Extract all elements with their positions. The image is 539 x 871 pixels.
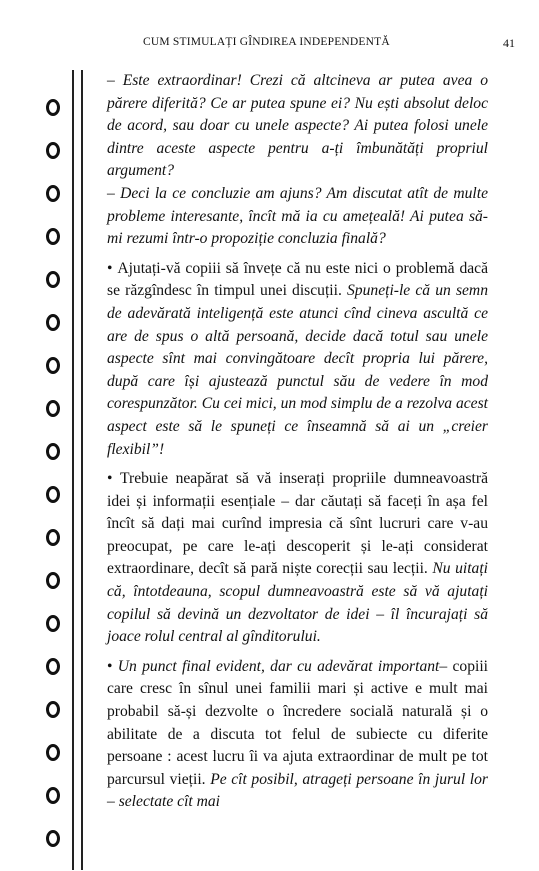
bullet-1-emphasis: Spuneți-le că un semn de adevărată inteligență este atunci cînd cineva ascultă ce are de spus o altă persoană, decide dacă totul sau unele aspecte sînt mai convingătoare decît propria lui părere, după care își ajustează punctul său de vedere în mod corespunzător. Cu cei mici, un mod simplu de a rezolva acest aspect este să le spuneți ce înseamnă să ai un „creier flexibil”! xyxy=(107,282,488,458)
body-text xyxy=(107,70,488,814)
page-number: 41 xyxy=(503,36,515,50)
running-title: CUM STIMULAȚI GÎNDIREA INDEPENDENTĂ xyxy=(143,36,390,48)
binding-hole xyxy=(46,271,60,288)
binding-hole xyxy=(46,400,60,417)
binding-hole xyxy=(46,314,60,331)
binding-hole xyxy=(46,615,60,632)
bullet-2-text: Trebuie neapărat să vă inserați propriile dumneavoastră idei și informații esențiale – dar căutați să faceți în așa fel încît să dați mai curînd impresia că sînt lucruri care v-au preocupat, pe care le-ați descoperit și le-ați considerat extraordinare, decît să pară niște corecții sau lecții. xyxy=(107,470,488,578)
binding-rule-left xyxy=(72,70,74,870)
binding-hole xyxy=(46,830,60,847)
bullet-paragraph-3 xyxy=(107,656,488,814)
binding-hole xyxy=(46,658,60,675)
binding-hole xyxy=(46,529,60,546)
binding-hole xyxy=(46,357,60,374)
bullet-2-emphasis: Nu uitați că, întotdeauna, scopul dumneavoastră este să vă ajutați copilul să devină un dezvoltator de idei – îl încurajați să joace rolul central al gînditorului. xyxy=(107,560,488,646)
bullet-3-emphasis: Pe cît posibil, atrageți persoane în jurul lor – selectate cît mai xyxy=(107,770,488,811)
dialogue-question-2: – Deci la ce concluzie am ajuns? Am discutat atît de multe probleme interesante, încît mă ia cu amețeală! Ai putea să-mi rezumi într-o propoziție concluzia finală? xyxy=(107,184,488,248)
bullet-icon xyxy=(107,260,117,277)
binding-hole xyxy=(46,142,60,159)
binding-hole xyxy=(46,701,60,718)
dialogue-question-1: – Este extraordinar! Crezi că altcineva ar putea avea o părere diferită? Ce ar putea spune ei? Nu ești absolut deloc de acord, sau doar cu unele aspecte? Ai putea folosi unele dintre aceste aspecte pentru a-ți îmbunătăți propriul argument? xyxy=(107,72,488,180)
binding-rule-right xyxy=(81,70,83,870)
bullet-icon xyxy=(107,470,120,487)
bullet-paragraph-2 xyxy=(107,468,488,649)
binding-hole xyxy=(46,443,60,460)
binding-hole xyxy=(46,787,60,804)
binding-hole xyxy=(46,99,60,116)
bullet-3-text: – copiii care cresc în sînul unei familii mari și active e mult mai probabil să-și dezvolte o încredere socială naturală și o abilitate de a discuta tot felul de subiecte cu diferite persoane : acest lucru îi va ajuta extraordinar de mult pe tot parcursul vieții. xyxy=(107,657,488,788)
bullet-paragraph-1 xyxy=(107,258,488,461)
binding-hole xyxy=(46,744,60,761)
binding-hole xyxy=(46,572,60,589)
binding-hole xyxy=(46,228,60,245)
bullet-icon xyxy=(107,658,118,675)
spiral-binding xyxy=(0,0,90,871)
binding-hole xyxy=(46,185,60,202)
bullet-1-text: Ajutați-vă copiii să învețe că nu este nici o problemă dacă se răzgîndesc în timpul unei discuții. xyxy=(107,259,489,300)
binding-hole xyxy=(46,486,60,503)
bullet-3-lead: Un punct final evident, dar cu adevărat important xyxy=(117,657,440,675)
